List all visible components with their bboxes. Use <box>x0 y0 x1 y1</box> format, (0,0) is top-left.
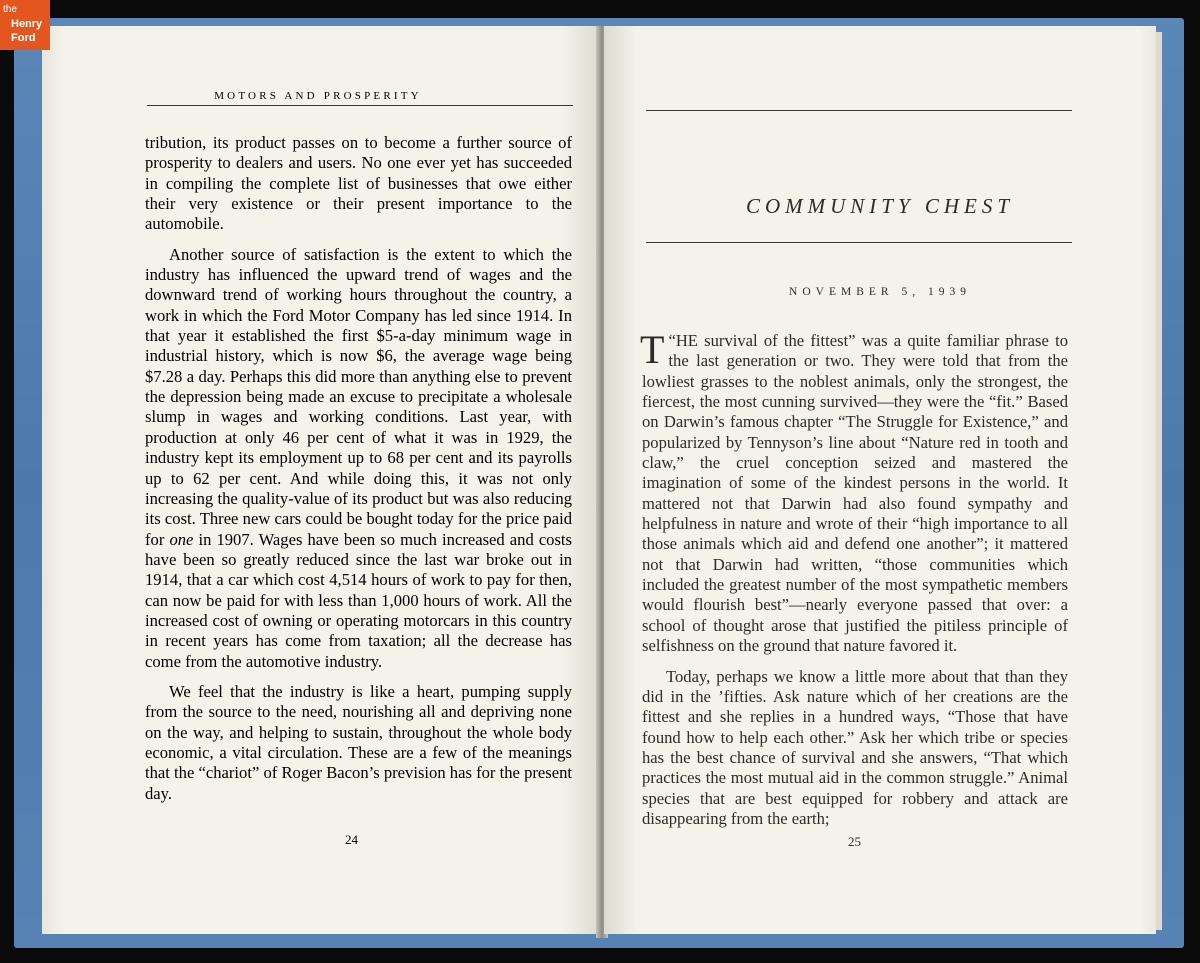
logo-text: Henry <box>11 18 43 30</box>
right-page <box>604 26 1156 934</box>
page-number: 25 <box>848 834 861 849</box>
text-run: HE survival of the fittest” was a quite familiar phrase to the last generation or two. They were told that from the lowliest grasses to the noblest animals, only the strongest, the fiercest, the most cunning survived—they were the “fit.” Based on Darwin’s famous chapter “The Struggle for Existence,” and popularized by Tennyson’s line about “Nature red in tooth and claw,” the cruel conception seized and mastered the imagination of some of the kindest persons in the world. It mattered not that Darwin had also found sympathy and helpfulness in nature and wrote of their “high importance to all those animals which aid and defend one another”; it mattered not that Darwin had written, “those communities which included the greatest number of the most sympathetic members would flourish best”—nearly everyone passed that over: a school of thought arose that justified the pitiless principle of selfishness on the ground that nature favored it. <box>642 331 1068 656</box>
left-page-body <box>145 133 572 804</box>
open-quote: “ <box>668 331 676 350</box>
page-number: 24 <box>345 832 358 847</box>
drop-cap: T <box>640 327 665 372</box>
paragraph <box>640 327 1068 657</box>
top-rule <box>646 110 1072 111</box>
paragraph: Today, perhaps we know a little more about that than they did in the ’fifties. Ask nature which of her creations are the fittest and she replies in a hundred ways, “Those that have found how to help each other.” Ask her which tribe or species has the best chance of survival and she answers, “That which practices the most mutual aid in the common struggle.” Animal species that are best equipped for robbery and attack are disappearing from the earth; <box>642 666 1068 828</box>
header-rule <box>147 105 573 106</box>
chapter-title: COMMUNITY CHEST <box>745 194 1015 218</box>
text-run: in 1907. Wages have been so much increased and costs have been so greatly reduced since the last war broke out in 1914, that a car which cost 4,514 hours of work to pay for then, can now be paid for with less than 1,000 hours of work. All the increased cost of owning or operating motorcars in this country in recent years has come from taxation; all the decrease has come from the automotive industry. <box>145 529 573 671</box>
right-page-body <box>640 327 1068 829</box>
text-run: Another source of satisfaction is the extent to which the industry has influenced the upward trend of wages and the downward trend of working hours throughout the country, a work in which the Ford Motor Company has led since 1914. In that year it established the first $5-a-day minimum wage in industrial history, which is now $6, the average wage being $7.28 a day. Perhaps this did more than anything else to prevent the depression being made an excuse to precipitate a wholesale slump in wages and working conditions. Last year, with production at only 46 per cent of what it was in 1929, the industry kept its employment up to 68 per cent and its payrolls up to 62 per cent. And while doing this, it was not only increasing the quality-value of its product but was also reducing its cost. Three new cars could be bought today for the price paid for <box>145 244 572 549</box>
title-rule <box>646 242 1072 243</box>
henry-ford-logo <box>0 0 50 50</box>
paragraph: We feel that the industry is like a heart, pumping supply from the source to the need, nourishing all and depriving none on the way, and helping to sustain, throughout the whole body economic, a vital circulation. These are a few of the meanings that the “chariot” of Roger Bacon’s prevision has for the present day. <box>145 681 572 803</box>
logo-text: Ford <box>11 32 36 44</box>
logo-text: the <box>3 4 17 15</box>
running-head: MOTORS AND PROSPERITY <box>214 90 422 102</box>
paragraph: tribution, its product passes on to become a further source of prosperity to dealers and users. No one ever yet has succeeded in compiling the complete list of businesses that owe either their very existence or their present importance to the automobile. <box>145 133 572 234</box>
paragraph <box>145 245 572 672</box>
dateline: NOVEMBER 5, 1939 <box>789 286 971 298</box>
emphasized-word: one <box>169 529 194 549</box>
